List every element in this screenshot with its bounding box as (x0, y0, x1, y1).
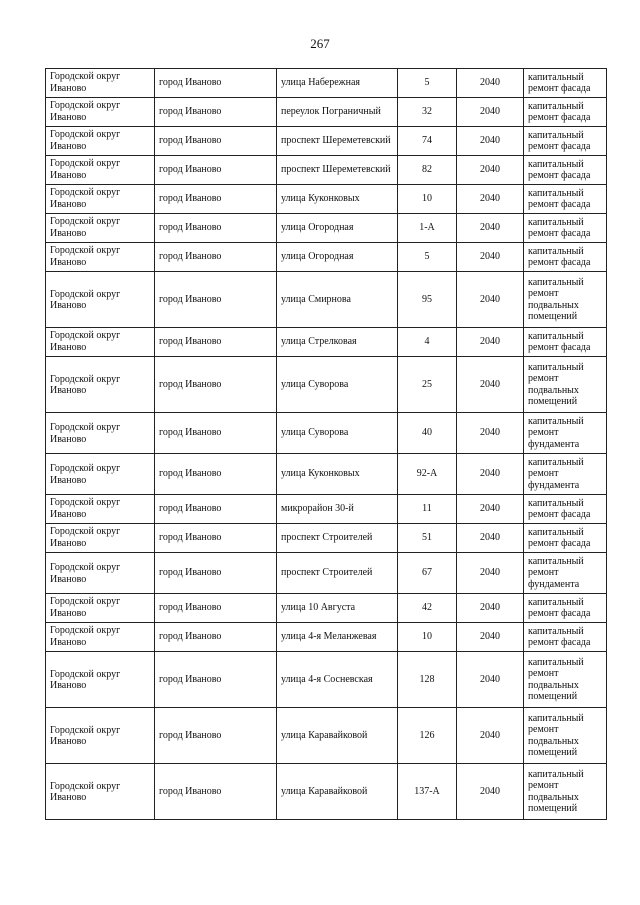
municipality-cell: Городской округ Иваново (46, 214, 155, 243)
municipality-cell: Городской округ Иваново (46, 156, 155, 185)
work-type-cell: капитальный ремонт фундамента (524, 413, 607, 454)
work-type-cell: капитальный ремонт фундамента (524, 553, 607, 594)
municipality-cell: Городской округ Иваново (46, 127, 155, 156)
work-type-cell: капитальный ремонт фасада (524, 185, 607, 214)
work-type-cell: капитальный ремонт фасада (524, 495, 607, 524)
table-row (46, 243, 607, 272)
settlement-cell: город Иваново (155, 454, 277, 495)
municipality-cell: Городской округ Иваново (46, 553, 155, 594)
year-cell: 2040 (457, 328, 524, 357)
street-cell: улица Каравайковой (277, 764, 398, 820)
table-row (46, 553, 607, 594)
street-cell: проспект Строителей (277, 524, 398, 553)
street-cell: проспект Шереметевский (277, 156, 398, 185)
table-row (46, 98, 607, 127)
house-number-cell: 128 (398, 652, 457, 708)
settlement-cell: город Иваново (155, 69, 277, 98)
street-cell: проспект Шереметевский (277, 127, 398, 156)
street-cell: проспект Строителей (277, 553, 398, 594)
work-type-cell: капитальный ремонт фасада (524, 243, 607, 272)
house-number-cell: 82 (398, 156, 457, 185)
street-cell: улица Суворова (277, 357, 398, 413)
table-row (46, 652, 607, 708)
settlement-cell: город Иваново (155, 652, 277, 708)
settlement-cell: город Иваново (155, 328, 277, 357)
house-number-cell: 67 (398, 553, 457, 594)
settlement-cell: город Иваново (155, 553, 277, 594)
municipality-cell: Городской округ Иваново (46, 524, 155, 553)
street-cell: улица Каравайковой (277, 708, 398, 764)
street-cell: улица Стрелковая (277, 328, 398, 357)
table-body (46, 69, 607, 820)
settlement-cell: город Иваново (155, 98, 277, 127)
settlement-cell: город Иваново (155, 272, 277, 328)
table-row (46, 328, 607, 357)
settlement-cell: город Иваново (155, 623, 277, 652)
municipality-cell: Городской округ Иваново (46, 495, 155, 524)
house-number-cell: 74 (398, 127, 457, 156)
municipality-cell: Городской округ Иваново (46, 764, 155, 820)
year-cell: 2040 (457, 272, 524, 328)
settlement-cell: город Иваново (155, 524, 277, 553)
year-cell: 2040 (457, 764, 524, 820)
year-cell: 2040 (457, 69, 524, 98)
repair-schedule-table (45, 68, 607, 820)
street-cell: улица Набережная (277, 69, 398, 98)
street-cell: улица 4-я Меланжевая (277, 623, 398, 652)
house-number-cell: 32 (398, 98, 457, 127)
table-row (46, 413, 607, 454)
work-type-cell: капитальный ремонт подвальных помещений (524, 357, 607, 413)
work-type-cell: капитальный ремонт фасада (524, 524, 607, 553)
settlement-cell: город Иваново (155, 214, 277, 243)
work-type-cell: капитальный ремонт подвальных помещений (524, 764, 607, 820)
table-row (46, 214, 607, 243)
street-cell: улица Огородная (277, 243, 398, 272)
table-row (46, 156, 607, 185)
house-number-cell: 126 (398, 708, 457, 764)
year-cell: 2040 (457, 524, 524, 553)
municipality-cell: Городской округ Иваново (46, 272, 155, 328)
street-cell: улица Куконковых (277, 185, 398, 214)
settlement-cell: город Иваново (155, 185, 277, 214)
year-cell: 2040 (457, 185, 524, 214)
house-number-cell: 92-А (398, 454, 457, 495)
municipality-cell: Городской округ Иваново (46, 708, 155, 764)
work-type-cell: капитальный ремонт фундамента (524, 454, 607, 495)
street-cell: улица 4-я Сосневская (277, 652, 398, 708)
house-number-cell: 51 (398, 524, 457, 553)
house-number-cell: 42 (398, 594, 457, 623)
table-row (46, 623, 607, 652)
year-cell: 2040 (457, 98, 524, 127)
work-type-cell: капитальный ремонт фасада (524, 127, 607, 156)
municipality-cell: Городской округ Иваново (46, 185, 155, 214)
year-cell: 2040 (457, 156, 524, 185)
work-type-cell: капитальный ремонт фасада (524, 328, 607, 357)
year-cell: 2040 (457, 553, 524, 594)
house-number-cell: 10 (398, 185, 457, 214)
municipality-cell: Городской округ Иваново (46, 413, 155, 454)
street-cell: переулок Пограничный (277, 98, 398, 127)
work-type-cell: капитальный ремонт фасада (524, 623, 607, 652)
settlement-cell: город Иваново (155, 764, 277, 820)
settlement-cell: город Иваново (155, 357, 277, 413)
house-number-cell: 4 (398, 328, 457, 357)
year-cell: 2040 (457, 127, 524, 156)
year-cell: 2040 (457, 594, 524, 623)
house-number-cell: 40 (398, 413, 457, 454)
year-cell: 2040 (457, 214, 524, 243)
year-cell: 2040 (457, 652, 524, 708)
settlement-cell: город Иваново (155, 708, 277, 764)
table-row (46, 708, 607, 764)
house-number-cell: 1-А (398, 214, 457, 243)
work-type-cell: капитальный ремонт фасада (524, 156, 607, 185)
table-row (46, 127, 607, 156)
table-row (46, 594, 607, 623)
page-number: 267 (310, 36, 330, 51)
municipality-cell: Городской округ Иваново (46, 243, 155, 272)
year-cell: 2040 (457, 413, 524, 454)
municipality-cell: Городской округ Иваново (46, 594, 155, 623)
house-number-cell: 5 (398, 243, 457, 272)
work-type-cell: капитальный ремонт подвальных помещений (524, 652, 607, 708)
house-number-cell: 10 (398, 623, 457, 652)
table-row (46, 495, 607, 524)
house-number-cell: 25 (398, 357, 457, 413)
street-cell: улица 10 Августа (277, 594, 398, 623)
street-cell: улица Куконковых (277, 454, 398, 495)
municipality-cell: Городской округ Иваново (46, 69, 155, 98)
work-type-cell: капитальный ремонт подвальных помещений (524, 272, 607, 328)
year-cell: 2040 (457, 623, 524, 652)
work-type-cell: капитальный ремонт фасада (524, 98, 607, 127)
house-number-cell: 5 (398, 69, 457, 98)
municipality-cell: Городской округ Иваново (46, 454, 155, 495)
year-cell: 2040 (457, 454, 524, 495)
municipality-cell: Городской округ Иваново (46, 328, 155, 357)
municipality-cell: Городской округ Иваново (46, 623, 155, 652)
year-cell: 2040 (457, 357, 524, 413)
table-row (46, 185, 607, 214)
work-type-cell: капитальный ремонт фасада (524, 594, 607, 623)
settlement-cell: город Иваново (155, 413, 277, 454)
table-row (46, 357, 607, 413)
year-cell: 2040 (457, 243, 524, 272)
table-row (46, 524, 607, 553)
municipality-cell: Городской округ Иваново (46, 357, 155, 413)
street-cell: улица Смирнова (277, 272, 398, 328)
house-number-cell: 137-А (398, 764, 457, 820)
table-row (46, 764, 607, 820)
settlement-cell: город Иваново (155, 156, 277, 185)
settlement-cell: город Иваново (155, 495, 277, 524)
house-number-cell: 95 (398, 272, 457, 328)
table-row (46, 69, 607, 98)
municipality-cell: Городской округ Иваново (46, 652, 155, 708)
street-cell: улица Суворова (277, 413, 398, 454)
settlement-cell: город Иваново (155, 594, 277, 623)
settlement-cell: город Иваново (155, 243, 277, 272)
year-cell: 2040 (457, 708, 524, 764)
street-cell: улица Огородная (277, 214, 398, 243)
table-row (46, 454, 607, 495)
municipality-cell: Городской округ Иваново (46, 98, 155, 127)
work-type-cell: капитальный ремонт фасада (524, 69, 607, 98)
house-number-cell: 11 (398, 495, 457, 524)
work-type-cell: капитальный ремонт подвальных помещений (524, 708, 607, 764)
work-type-cell: капитальный ремонт фасада (524, 214, 607, 243)
table-row (46, 272, 607, 328)
year-cell: 2040 (457, 495, 524, 524)
settlement-cell: город Иваново (155, 127, 277, 156)
street-cell: микрорайон 30-й (277, 495, 398, 524)
